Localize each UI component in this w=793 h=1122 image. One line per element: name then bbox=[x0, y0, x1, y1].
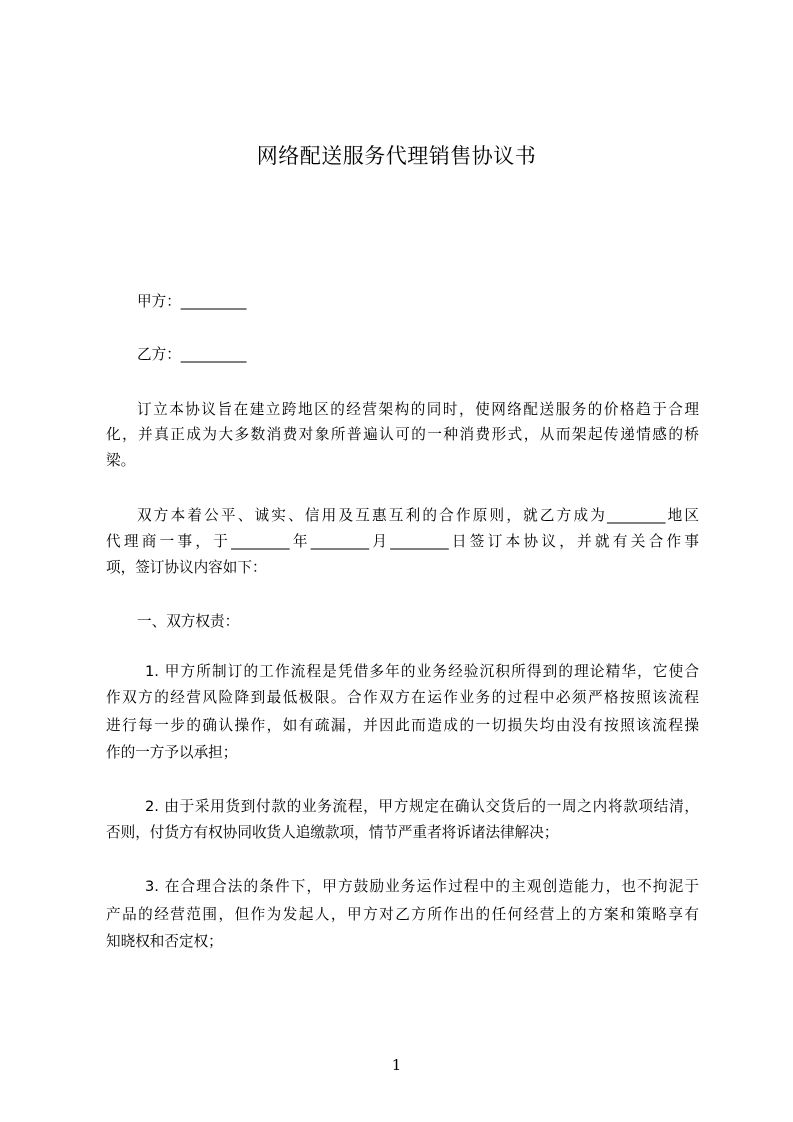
item-3-line-3: 知晓权和否定权； bbox=[106, 933, 223, 950]
item-2-line-1: 2. 由于采用货到付款的业务流程，甲方规定在确认交货后的一周之内将款项结清， bbox=[145, 798, 699, 815]
principle-line-3: 项，签订协议内容如下： bbox=[106, 559, 267, 576]
document-title: 网络配送服务代理销售协议书 bbox=[256, 144, 537, 168]
item-3-line-2: 产品的经营范围，但作为发起人，甲方对乙方所作出的任何经营上的方案和策略享有 bbox=[106, 906, 699, 923]
party-a-line: 甲方：_________ bbox=[137, 293, 247, 310]
item-1-line-2: 作双方的经营风险降到最低极限。合作双方在运作业务的过程中必须严格按照该流程 bbox=[106, 689, 699, 706]
intro-line-3: 梁。 bbox=[106, 452, 136, 469]
principle-line-1: 双方本着公平、诚实、信用及互惠互利的合作原则，就乙方成为________地区 bbox=[137, 507, 699, 524]
party-b-line: 乙方：_________ bbox=[137, 346, 247, 363]
item-3-line-1: 3. 在合理合法的条件下，甲方鼓励业务运作过程中的主观创造能力，也不拘泥于 bbox=[145, 878, 699, 895]
item-2-line-2: 否则，付货方有权协同收货人追缴款项，情节严重者将诉诸法律解决； bbox=[106, 824, 559, 841]
section-1-heading: 一、双方权责： bbox=[137, 613, 240, 630]
intro-line-2: 化，并真正成为大多数消费对象所普遍认可的一种消费形式，从而架起传递情感的桥 bbox=[106, 426, 699, 443]
item-1-line-1: 1. 甲方所制订的工作流程是凭借多年的业务经验沉积所得到的理论精华，它使合 bbox=[145, 663, 699, 680]
page-number: 1 bbox=[391, 1056, 402, 1074]
principle-line-2: 代理商一事，于________年________月________日签订本协议，并就有关合作事 bbox=[106, 533, 699, 550]
intro-line-1: 订立本协议旨在建立跨地区的经营架构的同时，使网络配送服务的价格趋于合理 bbox=[137, 401, 699, 418]
item-1-line-4: 作的一方予以承担； bbox=[106, 744, 238, 761]
item-1-line-3: 进行每一步的确认操作，如有疏漏，并因此而造成的一切损失均由没有按照该流程操 bbox=[106, 717, 699, 734]
